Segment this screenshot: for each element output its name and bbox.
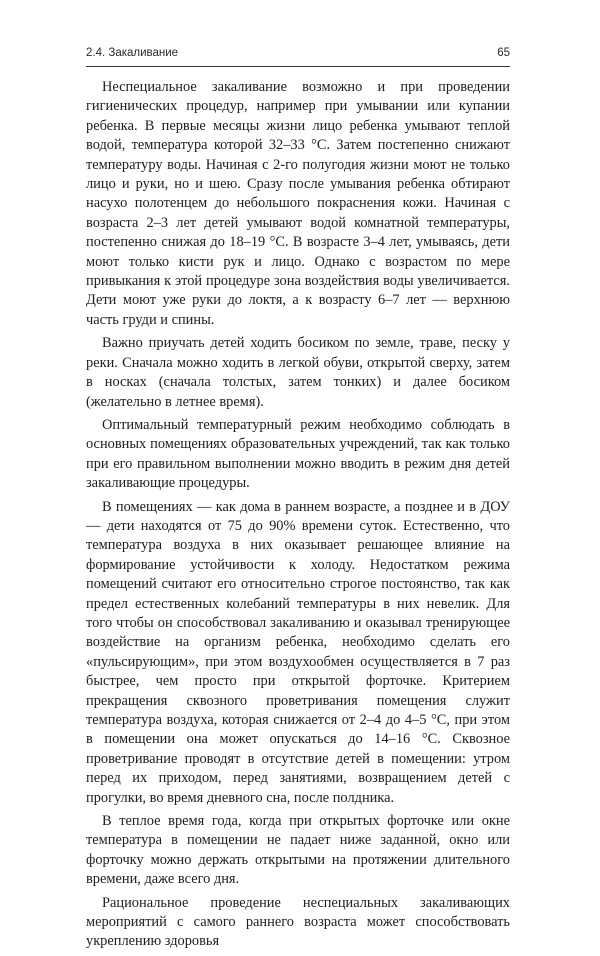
paragraph-hygienic-procedures: Неспециальное закаливание возможно и при проведении гигиенических процедур, например при умывании или купании ребенка. В первые месяцы жизни лицо ребенка умывают теплой водой, температура которой 32–33 °С. Затем постепенно снижают температуру воды. Начиная с 2-го полугодия жизни моют не только лицо и руки, но и шею. Сразу после умывания ребенка обтирают насухо полотенцем до небольшого покраснения кожи. Начиная с возраста 2–3 лет детей умывают водой комнатной температуры, постепенно снижая до 18–19 °С. В возрасте 3–4 лет, умываясь, дети моют только кисти рук и лицо. Однако с возрастом по мере привыкания к этой процедуре зона воздействия воды увеличивается. Дети моют уже руки до локтя, а к возрасту 6–7 лет — верхнюю часть груди и спины. xyxy=(86,79,510,328)
paragraph-warm-season: В теплое время года, когда при открытых форточке или окне температура в помещении не падает ниже заданной, окно или форточку можно держать открытыми на протяжении длительного времени, даже всего дня. xyxy=(86,813,510,888)
running-header xyxy=(86,47,510,59)
paragraph-temperature-regime: Оптимальный температурный режим необходимо соблюдать в основных помещениях образовательных учреждений, так как только при его правильном выполнении можно вводить в режим дня детей закаливающие процедуры. xyxy=(86,416,510,492)
paragraph-room-ventilation: В помещениях — как дома в раннем возрасте, а позднее и в ДОУ — дети находятся от 75 до 90% времени суток. Естественно, что температура воздуха в них оказывает решающее влияние на формирование устойчивости к холоду. Недостатком режима помещений считают его относительно строгое постоянство, так как предел естественных колебаний температуры в них невелик. Для того чтобы он способствовал закаливанию и оказывал тренирующее воздействие на организм ребенка, необходимо сделать его «пульсирующим», при этом воздухообмен осуществляется в 7 раз быстрее, чем просто при открытой форточке. Критерием прекращения сквозного проветривания помещения служит температура воздуха, которая снижается от 2–4 до 4–5 °С, при этом в помещении она может опускаться до 14–16 °С. Сквозное проветривание проводят в отсутствие детей в помещении: утром перед их приходом, перед занятиями, возвращением детей с прогулки, во время дневного сна, после полдника. xyxy=(86,498,510,806)
page-number: 65 xyxy=(497,47,510,59)
paragraph-barefoot-walking: Важно приучать детей ходить босиком по земле, траве, песку у реки. Сначала можно ходить в легкой обуви, открытой сверху, затем в носках (сначала толстых, затем тонких) и далее босиком (желательно в летнее время). xyxy=(86,335,510,410)
section-title: 2.4. Закаливание xyxy=(86,47,179,59)
body-text xyxy=(86,78,510,956)
header-rule xyxy=(86,66,510,67)
paragraph-rational-hardening: Рациональное проведение неспециальных закаливающих мероприятий с самого раннего возраста может способствовать укреплению здоровья xyxy=(86,894,510,950)
